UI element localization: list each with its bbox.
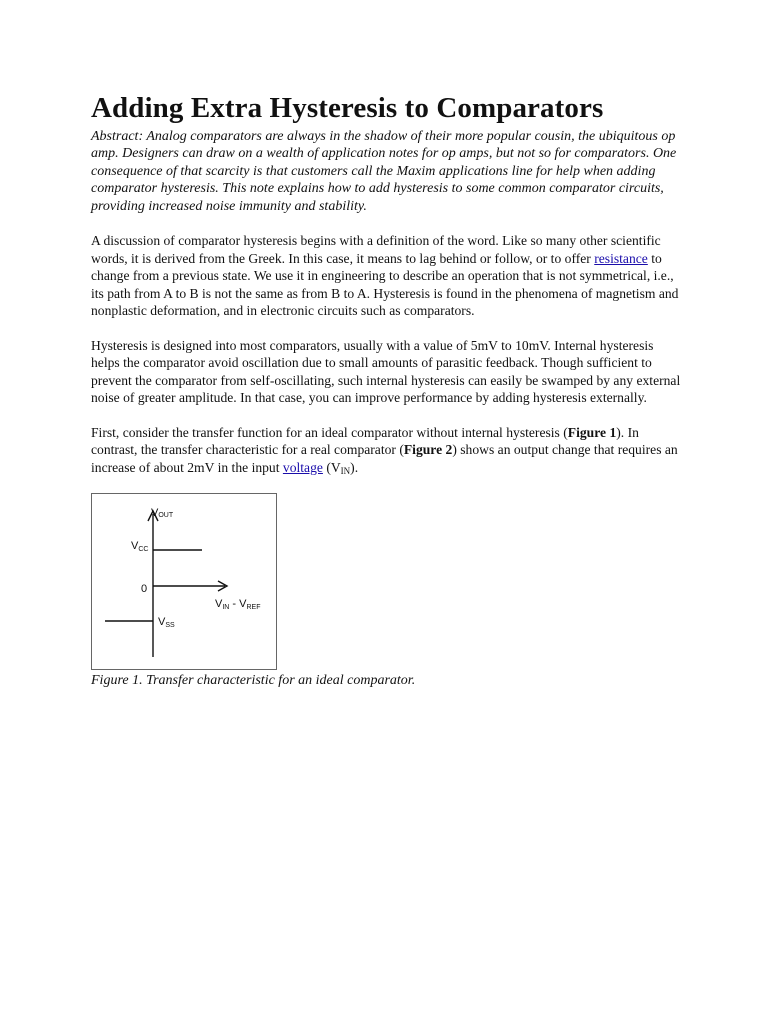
y-axis-label: VOUT xyxy=(151,507,174,520)
voltage-link[interactable]: voltage xyxy=(282,459,323,475)
figure-1-reference: Figure 1 xyxy=(567,424,617,440)
figure-1-diagram xyxy=(91,493,277,670)
paragraph-text: First, consider the transfer function for an ideal comparator without internal hysteresis ( xyxy=(91,424,568,440)
paragraph-text: (V xyxy=(322,459,341,475)
resistance-link[interactable]: resistance xyxy=(594,250,648,266)
abstract-paragraph: Abstract: Analog comparators are always in the shadow of their more popular cousin, the ubiquitous op amp. Designers can draw on a wealth of application notes for op amps, but not so for comparators. One consequence of that scarcity is that customers call the Maxim applications line for help when adding comparator hysteresis. This note explains how to add hysteresis to some common comparator circuits, providing increased noise immunity and stability. xyxy=(91,129,677,214)
paragraph-text: ) shows an output change that requires an increase of about 2mV in the input xyxy=(91,442,678,475)
paragraph-text: ). In contrast, the transfer characteristic for a real comparator ( xyxy=(91,424,639,458)
paragraph-text: to change from a previous state. We use it in engineering to describe an operation that is not symmetrical, i.e., its path from A to B is not the same as from B to A. Hysteresis is found in the phenomena of magnetism and nonplastic deformation, and in electronic circuits such as comparators. xyxy=(91,250,679,319)
x-axis-label: VIN - VREF xyxy=(215,598,261,612)
paragraph-definition xyxy=(91,232,681,319)
paragraph-text: ). xyxy=(350,459,359,475)
transfer-characteristic-graph xyxy=(92,494,276,669)
figure-2-reference: Figure 2 xyxy=(403,442,453,458)
document-page xyxy=(91,88,681,689)
figure-1-caption: Figure 1. Transfer characteristic for an ideal comparator. xyxy=(91,673,416,689)
page-title: Adding Extra Hysteresis to Comparators xyxy=(91,92,604,124)
paragraph-text: A discussion of comparator hysteresis begins with a definition of the word. Like so many other scientific words, it is derived from the Greek. In this case, it means to lag behind or follow, or to offer xyxy=(91,233,661,266)
paragraph-internal-hysteresis: Hysteresis is designed into most comparators, usually with a value of 5mV to 10mV. Internal hysteresis helps the comparator avoid oscillation due to small amounts of parasitic feedback. Though sufficient to prevent the comparator from self-oscillating, such internal hysteresis can easily be swamped by any external noise of greater amplitude. In that case, you can improve performance by adding hysteresis externally. xyxy=(91,337,681,406)
paragraph-transfer-function xyxy=(91,424,681,476)
vin-subscript: IN xyxy=(340,465,351,476)
zero-label: 0 xyxy=(141,583,148,596)
vss-label: VSS xyxy=(158,616,175,630)
vcc-label: VCC xyxy=(131,540,149,554)
